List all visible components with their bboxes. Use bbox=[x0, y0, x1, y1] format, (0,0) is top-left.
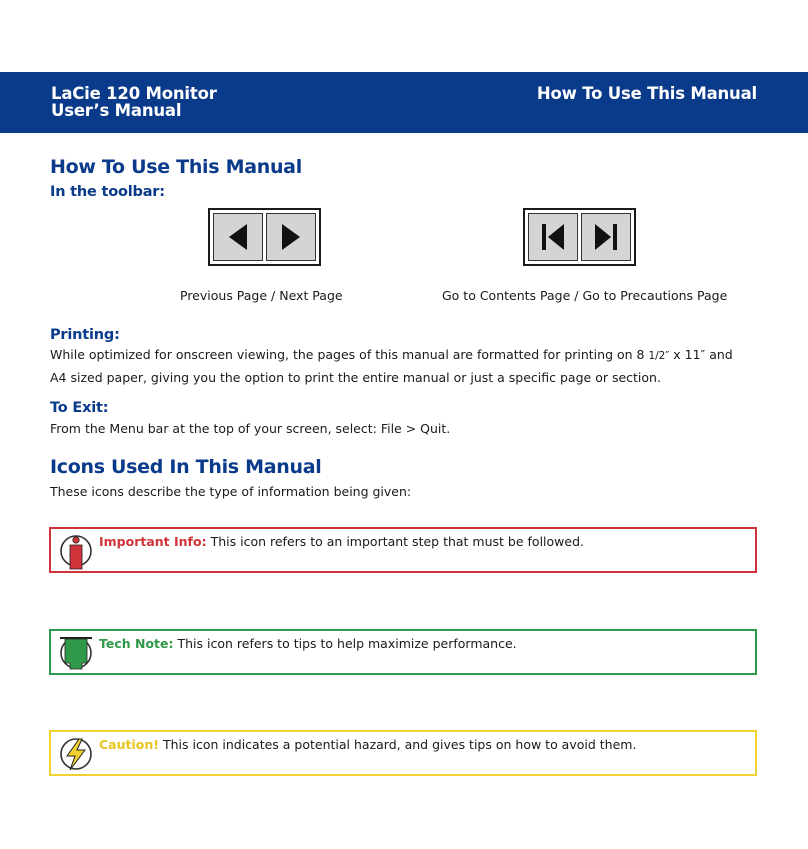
exit-text: From the Menu bar at the top of your screen, select: File > Quit. bbox=[50, 421, 451, 436]
icons-heading: Icons Used In This Manual bbox=[50, 456, 322, 478]
contents-precautions-toolbar bbox=[523, 208, 636, 266]
page-title: How To Use This Manual bbox=[50, 156, 302, 178]
skip-first-icon bbox=[539, 221, 567, 253]
printing-text-part2: x 11″ and A4 sized paper, giving you the option to print the entire manual or just a specific page or section. bbox=[50, 347, 733, 385]
important-info-label: Important Info: bbox=[99, 534, 207, 549]
important-info-description: This icon refers to an important step that must be followed. bbox=[210, 534, 584, 549]
arrow-left-icon bbox=[227, 222, 249, 252]
caution-text bbox=[99, 737, 636, 752]
toolbar-heading: In the toolbar: bbox=[50, 184, 165, 200]
tech-note-box bbox=[49, 629, 757, 675]
header-band bbox=[0, 72, 808, 133]
important-info-text bbox=[99, 534, 584, 549]
tech-note-description: This icon refers to tips to help maximize performance. bbox=[177, 636, 517, 651]
printing-text-part1: While optimized for onscreen viewing, the pages of this manual are formatted for printing on 8 bbox=[50, 347, 645, 362]
next-page-button[interactable] bbox=[266, 213, 316, 261]
caption-contents-precautions: Go to Contents Page / Go to Precautions Page bbox=[442, 288, 728, 303]
caption-prev-next: Previous Page / Next Page bbox=[180, 288, 343, 303]
previous-page-button[interactable] bbox=[213, 213, 263, 261]
important-info-icon bbox=[57, 531, 95, 571]
exit-heading: To Exit: bbox=[50, 400, 109, 416]
caution-label: Caution! bbox=[99, 737, 159, 752]
manual-title bbox=[51, 85, 217, 119]
printing-fraction: 1/2″ bbox=[648, 350, 670, 362]
printing-heading: Printing: bbox=[50, 327, 120, 343]
caution-box bbox=[49, 730, 757, 776]
printing-text bbox=[50, 344, 750, 388]
important-info-box bbox=[49, 527, 757, 573]
caution-icon bbox=[57, 734, 95, 774]
manual-title-line1: LaCie 120 Monitor bbox=[51, 84, 217, 103]
tech-note-icon bbox=[57, 633, 95, 673]
prev-next-toolbar bbox=[208, 208, 321, 266]
skip-last-icon bbox=[592, 221, 620, 253]
caution-description: This icon indicates a potential hazard, and gives tips on how to avoid them. bbox=[162, 737, 637, 752]
precautions-page-button[interactable] bbox=[581, 213, 631, 261]
tech-note-label: Tech Note: bbox=[99, 636, 174, 651]
icons-intro: These icons describe the type of information being given: bbox=[50, 484, 412, 499]
arrow-right-icon bbox=[280, 222, 302, 252]
manual-title-line2: User’s Manual bbox=[51, 101, 182, 120]
tech-note-text bbox=[99, 636, 517, 651]
section-title: How To Use This Manual bbox=[536, 84, 757, 103]
contents-page-button[interactable] bbox=[528, 213, 578, 261]
